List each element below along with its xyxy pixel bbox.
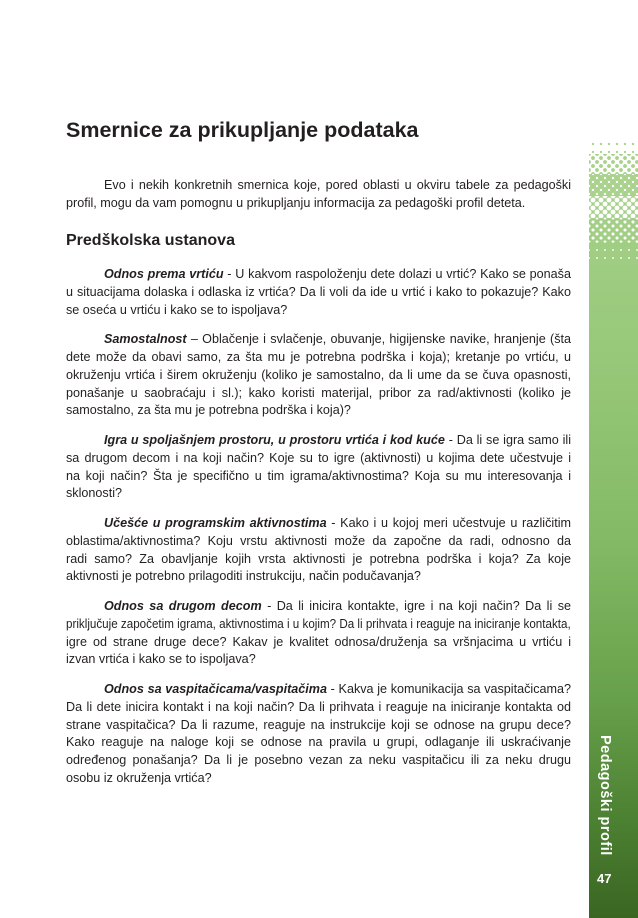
paragraph-lead: Odnos prema vrtiću (104, 267, 224, 281)
text-line (104, 515, 571, 533)
text-line: sa drugom decom i na koji način? Koje su to igre (aktivnosti) u kojima dete učestvuje i (66, 450, 571, 465)
text-line: radi samo? Za obavljanje kojih vrsta aktivnosti je potrebna podrška i koja? Za koje (66, 551, 571, 566)
text-line: ponašanje u saobraćaju i sl.); kako koristi materijal, pribor za rad/aktivnosti (koliko je (66, 385, 571, 400)
text-line (104, 598, 571, 616)
text-run: – Oblačenje i svlačenje, obuvanje, higijenske navike, hranjenje (šta (186, 332, 571, 347)
text-line: strane vaspitačica? Da li razume, reaguje na instrukcije koji se odnose na grupu dece? (66, 717, 571, 732)
paragraph-lead: Odnos sa drugom decom (104, 598, 262, 613)
halftone-pattern (589, 154, 638, 174)
text-line (104, 432, 571, 450)
text-line: određenog ponašanja? Da li je posebno vezan za neku vaspitačicu ili za neku drugu (66, 753, 571, 768)
halftone-pattern (589, 196, 638, 218)
paragraph-lead: Samostalnost (104, 332, 187, 347)
text-line: aktivnosti je potrebno prilagoditi instrukciju, način podučavanja? (66, 569, 421, 584)
text-line: oblastima/aktivnostima? Koju vrstu aktivnosti može da započne da radi, odnosno da (66, 533, 571, 548)
section-heading: Predškolska ustanova (66, 232, 235, 249)
text-line (104, 266, 571, 284)
paragraph-odnos-sa-decom (66, 598, 571, 669)
text-line: sklonosti? (66, 486, 123, 501)
paragraph-ucesce-u-aktivnostima (66, 515, 571, 586)
page-title: Smernice za prikupljanje podataka (66, 118, 419, 142)
text-line: na koji način? Šta je specifično u tim igrama/aktivnostima? Koja su mu interesovanja i (66, 468, 571, 483)
text-line: okruženju vrtića i širem okruženju (koliko je samostalno, da li ume da se čuva opasnosti, (66, 367, 571, 382)
halftone-pattern (589, 242, 638, 262)
paragraph-lead: Igra u spoljašnjem prostoru, u prostoru vrtića i kod kuće (104, 432, 445, 447)
section-body (66, 266, 571, 800)
text-line: samostalno, za šta mu je potrebna podrška i koja)? (66, 403, 351, 418)
text-line: Evo i nekih konkretnih smernica koje, pored oblasti u okviru tabele za pedagoški (104, 178, 571, 192)
text-run: - Kako i u kojoj meri učestvuje u različitim (326, 515, 571, 530)
text-run: - Da li inicira kontakte, igre i na koji način? Da li se (261, 598, 571, 613)
paragraph-odnos-prema-vrticu (66, 266, 571, 319)
paragraph-lead: Učešće u programskim aktivnostima (104, 515, 327, 530)
intro-paragraph (66, 177, 571, 213)
text-run: - Da li se igra samo ili (444, 432, 571, 447)
paragraph-samostalnost (66, 331, 571, 420)
halftone-pattern (589, 174, 638, 196)
halftone-pattern (589, 218, 638, 242)
side-section-label: Pedagoški profil (597, 735, 613, 856)
text-line: Da li dete inicira kontakt i na koji način? Da li prihvata i reaguje na iniciranje kontakta od (66, 699, 571, 714)
text-line: profil, mogu da vam pomognu u prikupljanju informacija za pedagoški profil deteta. (66, 195, 526, 210)
text-line: se oseća u vrtiću i kako se to ispoljava? (66, 302, 288, 317)
text-line: Kako reaguje na naloge koji se odnose na pravila u grupi, odlaganje ili uskraćivanje (66, 735, 571, 750)
paragraph-igra (66, 432, 571, 503)
text-line: dete može da obavi samo, za šta mu je potrebna podrška i koja); kretanje po vrtiću, u (66, 349, 571, 364)
text-line: u situacijama dolaska i odlaska iz vrtića? Da li voli da ide u vrtić i kako to pokazuje? Kako (66, 284, 571, 299)
text-line (104, 331, 571, 349)
text-line: osobu iz okruženja vrtića? (66, 770, 212, 785)
text-run: - U kakvom raspoloženju dete dolazi u vrtić? Kako se ponaša (223, 267, 571, 281)
text-line (104, 681, 571, 699)
text-run: - Kakva je komunikacija sa vaspitačicama? (326, 681, 571, 696)
text-line: igre od strane druge dece? Kakav je kvalitet odnosa/druženja sa vršnjacima u vrtiću i (66, 634, 571, 649)
halftone-pattern (589, 140, 638, 154)
paragraph-odnos-sa-vaspitacima (66, 681, 571, 788)
text-line: priključuje započetim igrama, aktivnostima i u kojim? Da li prihvata i reaguje na iniciranje kontakta, (66, 616, 571, 631)
text-line: izvan vrtića i kako se to ispoljava? (66, 652, 256, 667)
paragraph-lead: Odnos sa vaspitačicama/vaspitačima (104, 681, 327, 696)
page-number: 47 (597, 871, 612, 886)
